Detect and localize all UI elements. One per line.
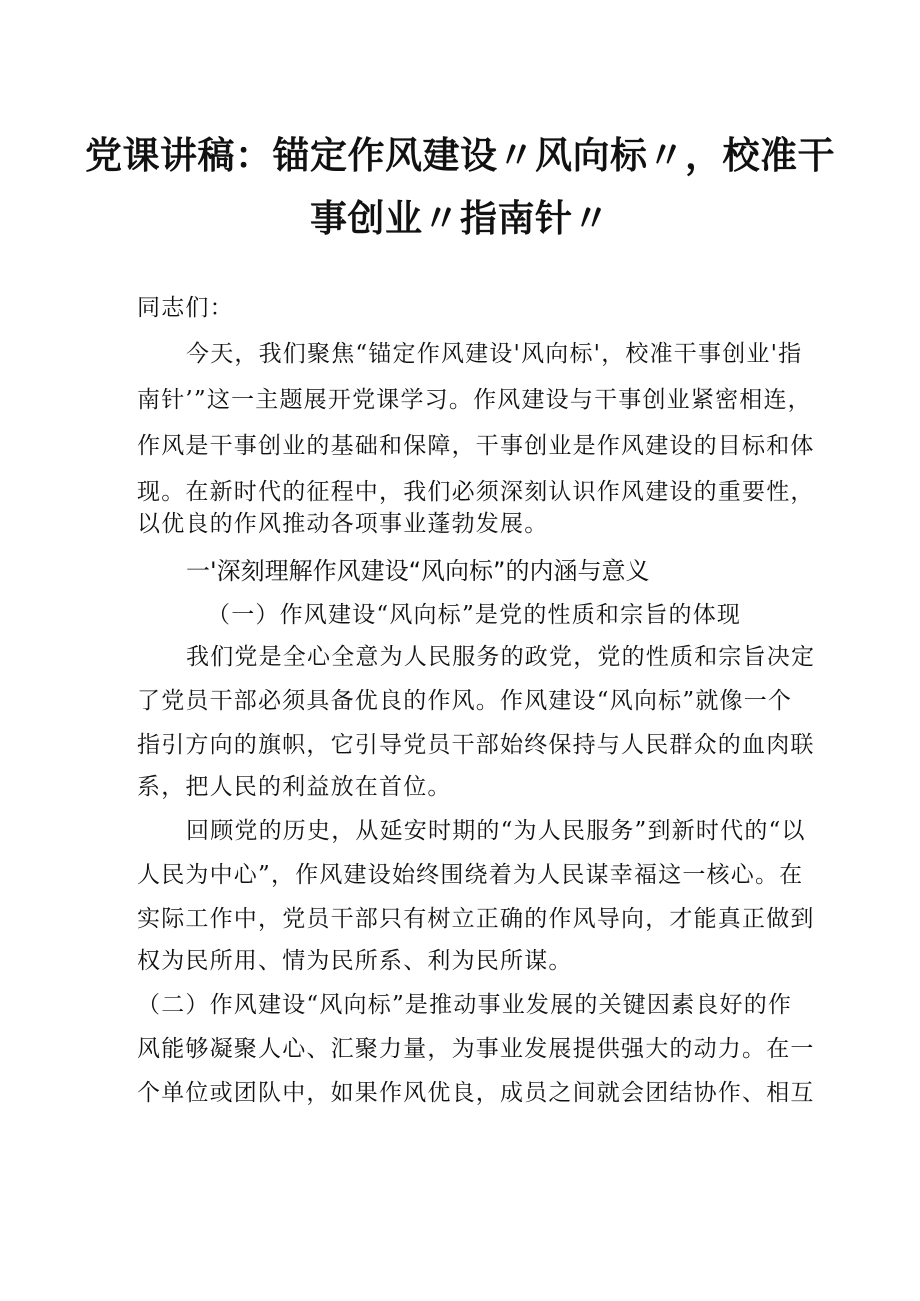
title-line-1: 党课讲稿：锚定作风建设〃风向标〃，校准干 — [85, 134, 835, 177]
section-heading-1: 一'深刻理解作风建设“风向标”的内涵与意义 — [186, 557, 650, 585]
body-line: 权为民所用、情为民所系、利为民所谋。 — [137, 948, 573, 974]
body-line: 指引方向的旗帜，它引导党员干部始终保持与人民群众的血肉联 — [137, 732, 815, 758]
body-line: 现。在新时代的征程中，我们必须深刻认识作风建设的重要性， — [137, 479, 815, 505]
subsection-heading-1: （一）作风建设“风向标”是党的性质和宗旨的体现 — [207, 602, 742, 628]
salutation: 同志们： — [137, 295, 234, 321]
title-line-2: 事创业〃指南针〃 — [310, 197, 610, 240]
body-line: 回顾党的历史，从延安时期的“为人民服务”到新时代的“以 — [186, 818, 806, 844]
body-line: 人民为中心”，作风建设始终围绕着为人民谋幸福这一核心。在 — [137, 862, 804, 888]
body-line: 我们党是全心全意为人民服务的政党，党的性质和宗旨决定 — [186, 644, 816, 670]
body-line: 作风是干事创业的基础和保障，干事创业是作风建设的目标和体 — [137, 433, 815, 459]
body-line: 风能够凝聚人心、汇聚力量，为事业发展提供强大的动力。在一 — [137, 1036, 815, 1062]
body-line: 系，把人民的利益放在首位。 — [137, 774, 452, 800]
body-line: 以优良的作风推动各项事业蓬勃发展。 — [137, 511, 549, 537]
body-line: 今天，我们聚焦“锚定作风建设'风向标'，校准干事创业'指 — [186, 341, 803, 367]
body-line: 实际工作中，党员干部只有树立正确的作风导向，才能真正做到 — [137, 906, 815, 932]
subsection-heading-2: （二）作风建设“风向标”是推动事业发展的关键因素良好的作 — [137, 992, 793, 1018]
body-line: 了党员干部必须具备优良的作风。作风建设“风向标”就像一个 — [137, 688, 793, 714]
body-line: 个单位或团队中，如果作风优良，成员之间就会团结协作、相互 — [137, 1080, 815, 1106]
body-line: 南针’”这一主题展开党课学习。作风建设与干事创业紧密相连， — [137, 387, 812, 413]
